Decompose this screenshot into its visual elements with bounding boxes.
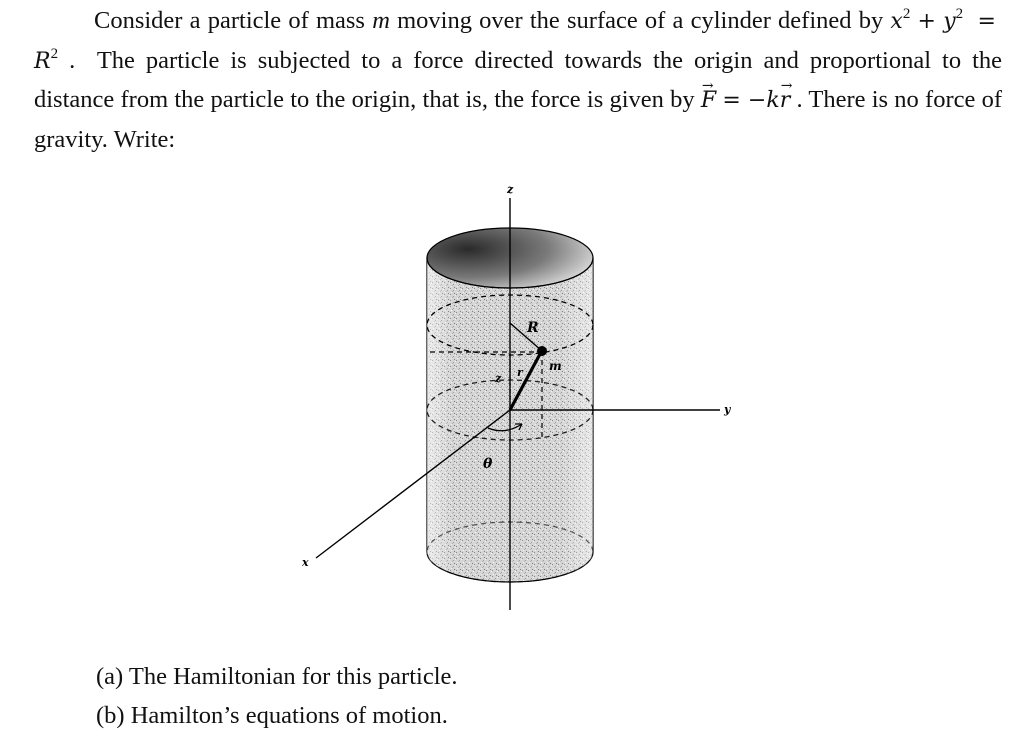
r-label: r	[517, 366, 523, 379]
z-label: z	[495, 372, 502, 385]
eq-y-exponent: 2	[955, 6, 964, 22]
question-b-label: (b)	[96, 701, 125, 729]
question-list	[96, 658, 458, 735]
eq-equals-minus: = −	[722, 88, 767, 113]
eq-x: x	[890, 9, 903, 34]
eq-R: R	[34, 48, 51, 74]
y-axis-label: y	[724, 403, 731, 416]
question-b-text: Hamilton’s equations of motion.	[130, 701, 448, 729]
period-1: .	[69, 46, 76, 74]
sentence-2: moving over the surface of a cylinder defined by	[397, 7, 884, 34]
question-a-label: (a)	[96, 663, 124, 690]
cylinder-figure	[0, 150, 1017, 630]
question-b	[96, 697, 458, 736]
sentence-3: The particle is subjected to a force directed towards the origin and proportional to the distance from the particle to the origin, that is, the force is given by	[34, 46, 1003, 113]
position-vector: r →	[780, 82, 791, 121]
eq-k: k	[766, 88, 780, 113]
mass-label: m	[549, 359, 562, 373]
radius-label: R	[527, 320, 539, 336]
period-2: .	[796, 86, 803, 113]
force-vector: F →	[701, 82, 716, 121]
problem-statement	[34, 2, 1002, 159]
z-axis-label: z	[507, 183, 514, 196]
eq-x-exponent: 2	[902, 6, 911, 22]
question-a	[96, 658, 458, 697]
particle-mass	[537, 346, 547, 356]
sentence-4: There is no force of gravity. Write:	[34, 86, 1002, 153]
eq-equals: =	[977, 9, 996, 34]
question-a-text: The Hamiltonian for this particle.	[128, 663, 458, 690]
x-axis-label: x	[302, 556, 309, 569]
eq-R-exponent: 2	[50, 45, 59, 62]
sentence-1: Consider a particle of mass	[94, 7, 365, 34]
eq-y: y	[943, 9, 956, 34]
eq-plus: +	[917, 9, 936, 34]
theta-label: θ	[483, 456, 493, 472]
mass-symbol: m	[372, 7, 390, 34]
